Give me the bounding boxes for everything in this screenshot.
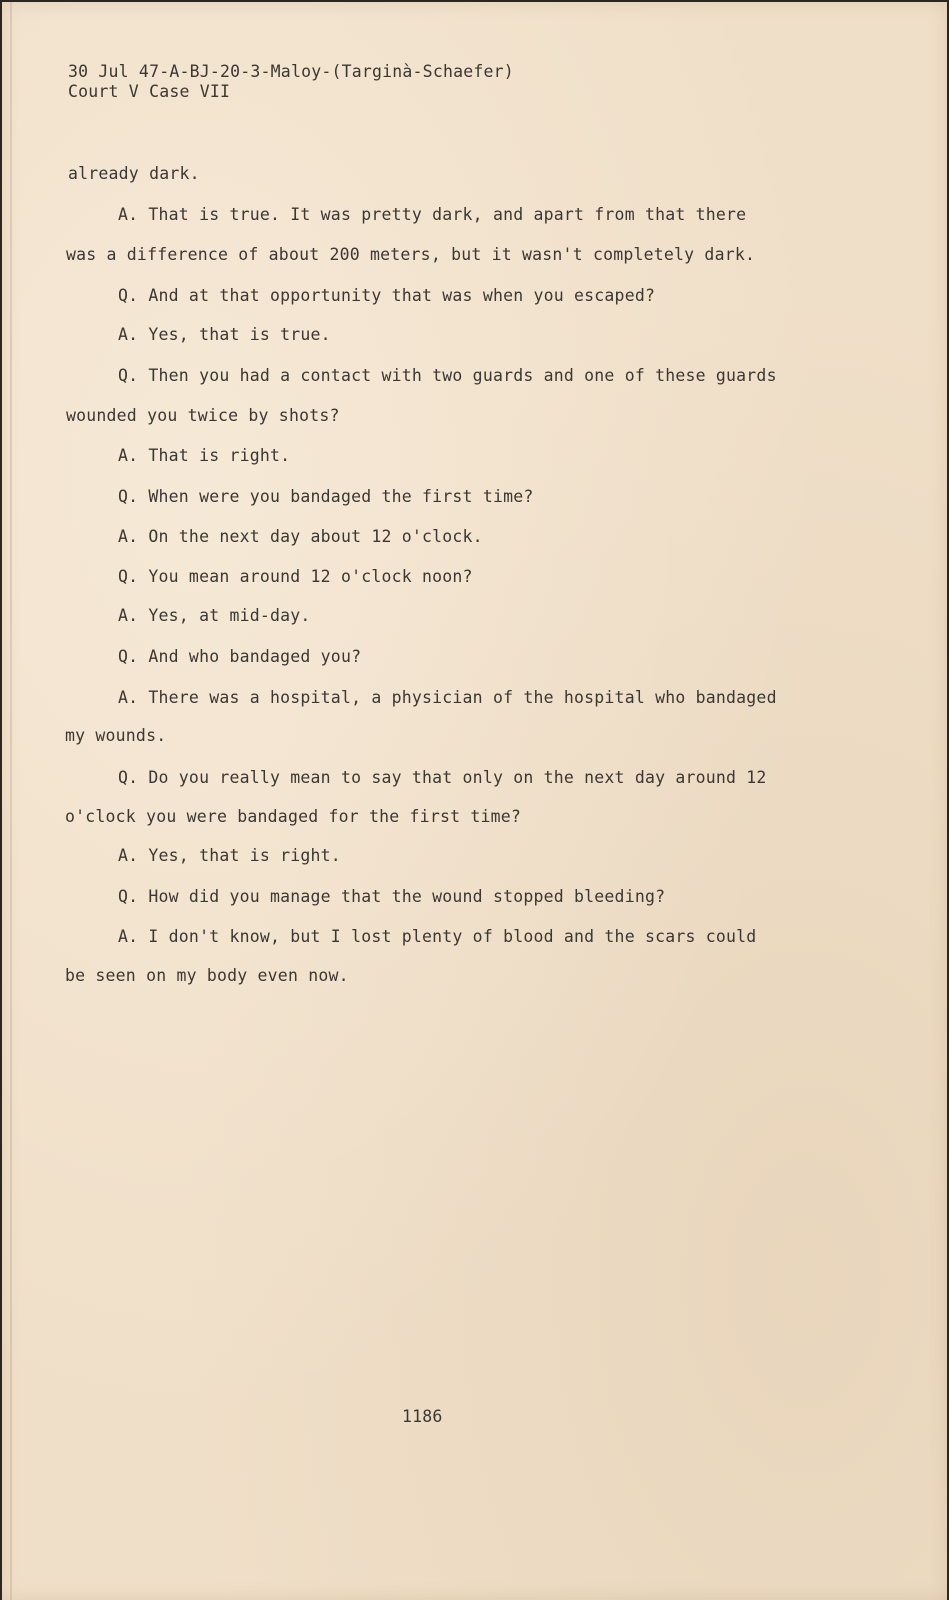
header-court-case: Court V Case VII (68, 82, 231, 101)
transcript-line: A. Yes, that is true. (118, 325, 331, 344)
page-number: 1186 (402, 1407, 443, 1426)
transcript-line: already dark. (68, 164, 200, 183)
transcript-line: A. Yes, at mid-day. (118, 606, 311, 625)
transcript-line: Q. When were you bandaged the first time? (118, 487, 534, 506)
transcript-line: A. That is true. It was pretty dark, and apart from that there (118, 205, 747, 224)
transcript-line: o'clock you were bandaged for the first time? (65, 807, 522, 826)
transcript-line: A. Yes, that is right. (118, 846, 341, 865)
transcript-line: Q. How did you manage that the wound stopped bleeding? (118, 887, 666, 906)
header-reference-line: 30 Jul 47-A-BJ-20-3-Maloy-(Targinà-Schaefer) (68, 62, 514, 81)
transcript-line: A. That is right. (118, 446, 291, 465)
document-page (2, 2, 947, 1600)
transcript-line: was a difference of about 200 meters, but it wasn't completely dark. (66, 245, 756, 264)
transcript-line: Q. You mean around 12 o'clock noon? (118, 567, 473, 586)
transcript-line: A. I don't know, but I lost plenty of blood and the scars could (118, 927, 757, 946)
transcript-line: be seen on my body even now. (65, 966, 349, 985)
transcript-line: Q. And who bandaged you? (118, 647, 362, 666)
transcript-line: A. On the next day about 12 o'clock. (118, 527, 483, 546)
transcript-line: Q. Do you really mean to say that only on the next day around 12 (118, 768, 767, 787)
transcript-line: Q. Then you had a contact with two guards and one of these guards (118, 366, 777, 385)
transcript-line: my wounds. (65, 726, 167, 745)
transcript-line: A. There was a hospital, a physician of the hospital who bandaged (118, 688, 777, 707)
transcript-line: Q. And at that opportunity that was when you escaped? (118, 286, 656, 305)
transcript-line: wounded you twice by shots? (66, 406, 340, 425)
